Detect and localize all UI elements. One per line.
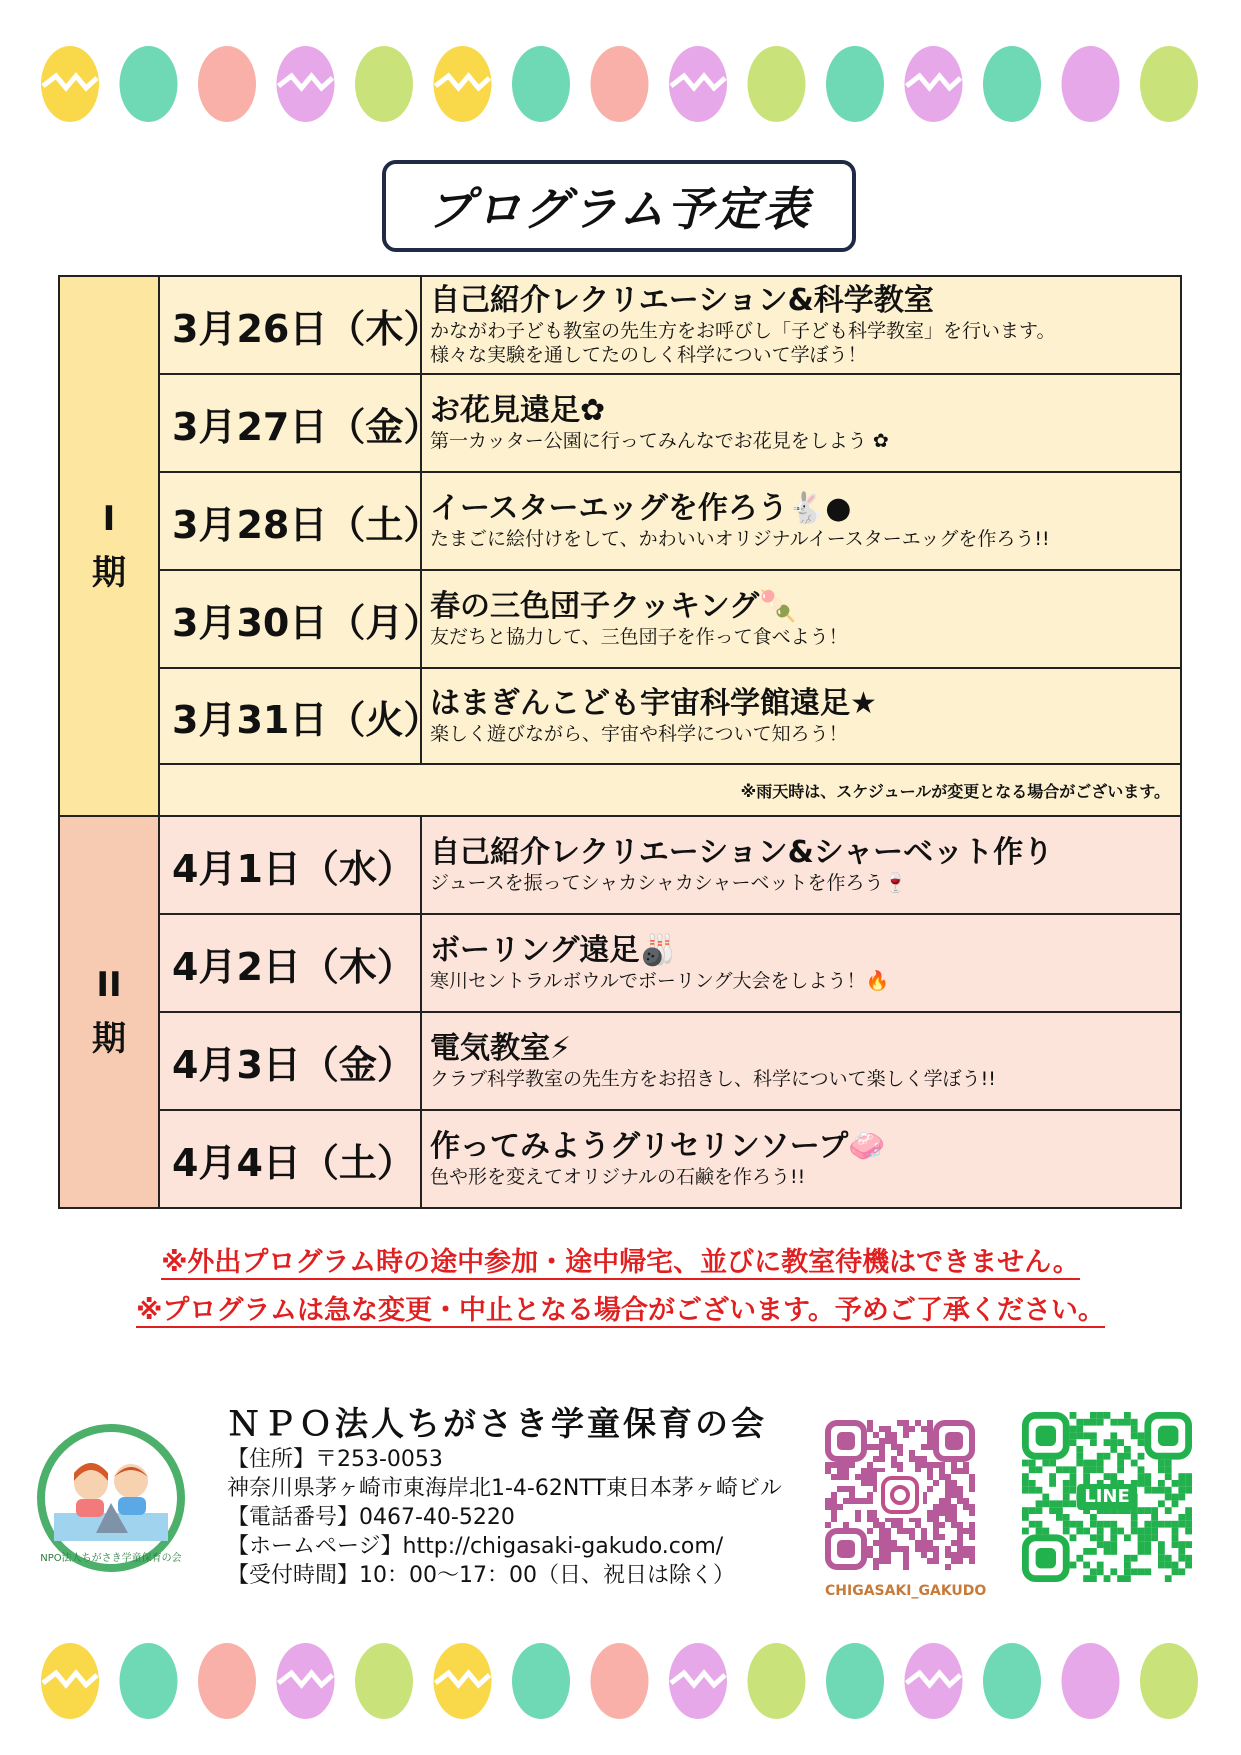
- org-name: ＮＰＯ法人ちがさき学童保育の会: [227, 1404, 767, 1443]
- easter-egg-icon: [591, 46, 649, 122]
- table-row: [59, 276, 1181, 374]
- period-2-label: II 期: [59, 816, 159, 1208]
- program-cell: [421, 472, 1181, 570]
- page-title: [382, 160, 856, 252]
- table-row: [59, 374, 1181, 472]
- program-title: 自己紹介レクリエーション&シャーベット作り: [430, 835, 1054, 870]
- org-address-label: 【住所】〒253-0053: [227, 1447, 443, 1472]
- program-desc: クラブ科学教室の先生方をお招きし、科学について楽しく学ぼう!!: [430, 1068, 996, 1090]
- egg-border-bottom: [0, 1635, 1241, 1725]
- instagram-qr-icon: [825, 1420, 975, 1580]
- warning-change: [0, 1288, 1241, 1327]
- easter-egg-icon: [591, 1643, 649, 1719]
- easter-egg-icon: [669, 1643, 727, 1719]
- easter-egg-icon: [198, 46, 256, 122]
- schedule-date: 3月27日（金）: [159, 374, 421, 472]
- org-hours: 【受付時間】10：00～17：00（日、祝日は除く）: [227, 1563, 735, 1588]
- program-desc: かながわ子ども教室の先生方をお呼びし「子ども科学教室」を行います。: [430, 320, 1056, 342]
- easter-egg-icon: [277, 1643, 335, 1719]
- line-qr-code[interactable]: [1022, 1412, 1192, 1586]
- instagram-qr-label: CHIGASAKI_GAKUDO: [825, 1583, 987, 1599]
- easter-egg-icon: [355, 46, 413, 122]
- program-cell: [421, 914, 1181, 1012]
- program-desc: 色や形を変えてオリジナルの石鹸を作ろう!!: [430, 1166, 806, 1188]
- easter-egg-icon: [748, 1643, 806, 1719]
- table-row: [59, 816, 1181, 914]
- program-cell: [421, 1012, 1181, 1110]
- warning-outing: [0, 1240, 1241, 1279]
- schedule-date: 4月4日（土）: [159, 1110, 421, 1208]
- easter-egg-icon: [1140, 1643, 1198, 1719]
- program-title: イースターエッグを作ろう🐇●: [430, 491, 852, 526]
- program-cell: [421, 570, 1181, 668]
- line-label: LINE: [1077, 1484, 1137, 1510]
- easter-egg-icon: [1062, 46, 1120, 122]
- easter-egg-icon: [905, 1643, 963, 1719]
- schedule-date: 3月26日（木）: [159, 276, 421, 374]
- easter-egg-icon: [198, 1643, 256, 1719]
- program-title: はまぎんこども宇宙科学館遠足★: [430, 686, 877, 721]
- easter-egg-icon: [983, 46, 1041, 122]
- table-row: [59, 1110, 1181, 1208]
- org-homepage[interactable]: 【ホームページ】http://chigasaki-gakudo.com/: [227, 1534, 724, 1559]
- period-1-label: I 期: [59, 276, 159, 816]
- program-cell: [421, 1110, 1181, 1208]
- warning-text: ※プログラムは急な変更・中止となる場合がございます。予めご了承ください。: [136, 1295, 1105, 1326]
- egg-border-top: [0, 38, 1241, 128]
- easter-egg-icon: [748, 46, 806, 122]
- easter-egg-icon: [120, 46, 178, 122]
- easter-egg-icon: [120, 1643, 178, 1719]
- logo-caption: NPO法人ちがさき学童保育の会: [40, 1553, 182, 1564]
- table-row: [59, 472, 1181, 570]
- program-title: 春の三色団子クッキング🍡: [430, 589, 797, 624]
- easter-egg-icon: [983, 1643, 1041, 1719]
- easter-eggs-top: [0, 38, 1241, 128]
- program-desc: 楽しく遊びながら、宇宙や科学について知ろう！: [430, 723, 848, 745]
- program-desc: 様々な実験を通してたのしく科学について学ぼう！: [430, 344, 867, 366]
- schedule-table: [58, 275, 1182, 1209]
- easter-egg-icon: [1140, 46, 1198, 122]
- program-cell: [421, 276, 1181, 374]
- schedule-date: 4月3日（金）: [159, 1012, 421, 1110]
- easter-egg-icon: [512, 1643, 570, 1719]
- easter-egg-icon: [434, 1643, 492, 1719]
- easter-egg-icon: [41, 1643, 99, 1719]
- page-title-text: プログラム予定表: [427, 182, 811, 236]
- program-title: 電気教室⚡: [430, 1031, 572, 1066]
- program-desc: たまごに絵付けをして、かわいいオリジナルイースターエッグを作ろう!!: [430, 528, 1050, 550]
- schedule-date: 4月1日（水）: [159, 816, 421, 914]
- easter-eggs-bottom: [0, 1635, 1241, 1725]
- instagram-qr-code[interactable]: [825, 1420, 975, 1584]
- easter-egg-icon: [277, 46, 335, 122]
- schedule-date: 3月30日（月）: [159, 570, 421, 668]
- program-title: 作ってみようグリセリンソープ🧼: [430, 1129, 886, 1164]
- easter-egg-icon: [434, 46, 492, 122]
- easter-egg-icon: [669, 46, 727, 122]
- rain-note: ※雨天時は、スケジュールが変更となる場合がございます。: [159, 764, 1181, 816]
- warning-text: ※外出プログラム時の途中参加・途中帰宅、並びに教室待機はできません。: [161, 1247, 1080, 1278]
- table-row: [59, 764, 1181, 816]
- org-address: 神奈川県茅ヶ崎市東海岸北1-4-62NTT東日本茅ヶ崎ビル: [227, 1476, 782, 1501]
- easter-egg-icon: [1062, 1643, 1120, 1719]
- schedule-date: 3月31日（火）: [159, 668, 421, 764]
- easter-egg-icon: [905, 46, 963, 122]
- easter-egg-icon: [826, 1643, 884, 1719]
- easter-egg-icon: [826, 46, 884, 122]
- program-desc: 寒川セントラルボウルでボーリング大会をしよう！🔥: [430, 970, 890, 992]
- program-desc: ジュースを振ってシャカシャカシャーベットを作ろう🍷: [430, 872, 908, 894]
- easter-egg-icon: [41, 46, 99, 122]
- easter-egg-icon: [355, 1643, 413, 1719]
- program-title: ボーリング遠足🎳: [430, 933, 677, 968]
- program-cell: [421, 816, 1181, 914]
- program-cell: [421, 668, 1181, 764]
- schedule-date: 4月2日（木）: [159, 914, 421, 1012]
- org-phone: 【電話番号】0467-40-5220: [227, 1505, 515, 1530]
- program-title: 自己紹介レクリエーション&科学教室: [430, 283, 934, 318]
- schedule-date: 3月28日（土）: [159, 472, 421, 570]
- org-logo: [36, 1423, 186, 1577]
- table-row: [59, 914, 1181, 1012]
- program-cell: [421, 374, 1181, 472]
- program-title: お花見遠足✿: [430, 393, 606, 428]
- table-row: [59, 570, 1181, 668]
- children-logo-icon: [36, 1423, 186, 1573]
- program-desc: 友だちと協力して、三色団子を作って食べよう！: [430, 626, 848, 648]
- table-row: [59, 1012, 1181, 1110]
- easter-egg-icon: [512, 46, 570, 122]
- program-desc: 第一カッター公園に行ってみんなでお花見をしよう ✿: [430, 430, 889, 452]
- table-row: [59, 668, 1181, 764]
